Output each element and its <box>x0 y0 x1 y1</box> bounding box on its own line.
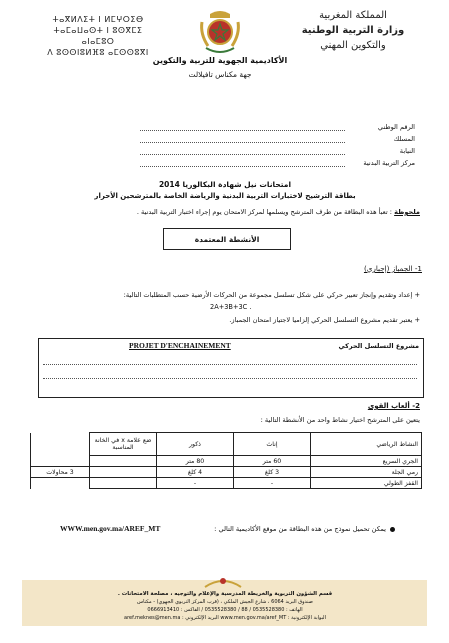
header-arabic-block <box>268 8 438 53</box>
header-activity: النشاط الرياضي <box>311 433 422 456</box>
download-url[interactable]: WWW.men.gov.ma/AREF_MT <box>60 524 161 533</box>
note-text: : تعبأ هذه البطاقة من طرف المترشح ويسلمها لمركز الامتحان يوم إجراء اختبار التربية البدنية . <box>136 208 393 216</box>
section-1-title: 1- الجمباز (إجباري) <box>363 264 422 273</box>
coat-of-arms-icon <box>196 8 244 56</box>
project-title-fr: PROJET D'ENCHAINEMENT <box>129 341 231 350</box>
arabic-line-1: المملكة المغربية <box>319 10 387 21</box>
cell-female: 3 كلغ <box>234 467 311 478</box>
bullet-icon <box>390 527 395 532</box>
section-2-intro: يتعين على المترشح اختيار نشاط واحد من الأنشطة التالية : <box>260 416 420 424</box>
cell-mark[interactable] <box>90 478 157 489</box>
table-row <box>31 478 422 489</box>
tifinagh-line-2: ⵜⴰⵎⴰⵡⴰⵙⵜ ⵏ ⵓⵙⴳⵎⵉ ⴰⵏⴰⵎⵓⵔ <box>53 26 143 46</box>
cell-activity: القفز الطولي <box>311 478 422 489</box>
cell-male: 4 كلغ <box>157 467 234 478</box>
cell-activity: الجري السريع <box>311 456 422 467</box>
field-pe-center[interactable] <box>140 157 415 169</box>
cell-female: - <box>234 478 311 489</box>
card-title: بطاقة الترشيح لاختبارات التربية البدنية والرياضة الخاصة بالمترشحين الأحرار <box>94 192 356 200</box>
field-directorate[interactable] <box>140 145 415 157</box>
footer-line-2: صندوق البريد 6064 ، شارع الجيش الملكي ، (قرب المركز التربوي الجهوي) - مكناس <box>137 599 313 605</box>
academy-title: الأكاديمية الجهوية للتربية والتكوين <box>152 56 288 65</box>
section-1-formula: 2A+3B+3C . <box>210 303 252 311</box>
cell-male: - <box>157 478 234 489</box>
field-label: المسلك <box>393 135 415 143</box>
cell-attempts: 3 محاولات <box>31 467 90 478</box>
download-line <box>60 524 400 536</box>
exam-title: امتحانات نيل شهادة البكالوريا 2014 <box>158 180 292 189</box>
project-line-2[interactable] <box>43 377 417 379</box>
note <box>40 208 420 216</box>
cell-extra <box>31 456 90 467</box>
field-line[interactable] <box>140 136 345 143</box>
field-label: النيابة <box>399 147 415 155</box>
cell-activity: رمي الجلة <box>311 467 422 478</box>
section-2-title: 2- ألعاب القوى <box>367 402 420 410</box>
field-line[interactable] <box>140 124 345 131</box>
download-text: يمكن تحميل نموذج من هذه البطاقة من موقع الأكاديمية التالي : <box>214 525 386 533</box>
tifinagh-line-1: ⵜⴰⴳⵍⴷⵉⵜ ⵏ ⵍⵎⵖⵔⵉⴱ <box>52 15 144 24</box>
project-title-ar: مشروع التسلسل الحركي <box>338 342 419 350</box>
project-line-1[interactable] <box>43 363 417 365</box>
field-label: مركز التربية البدنية <box>363 159 415 167</box>
footer-line-3: الهاتف : 0535528380 / 88 / 0535528380 / الفاكس : 0666913410 <box>147 607 303 613</box>
activities-box-label: الأنشطة المعتمدة <box>194 234 260 244</box>
footer-line-1: قسم الشؤون التربوية والخريطة المدرسية والإعلام والتوجيه ، مصلحة الامتحانات . <box>117 591 333 597</box>
header-male: ذكور <box>157 433 234 456</box>
arabic-line-3: والتكوين المهني <box>320 40 386 51</box>
header-female: إناث <box>234 433 311 456</box>
table-row <box>31 467 422 478</box>
field-national-number[interactable] <box>140 121 415 133</box>
header-extra <box>31 433 90 456</box>
section-1-bullet-1: + إعداد وتقديم وإنجاز تعبير حركي على شكل تسلسل مجموعة من الحركات الأرضية حسب المتطلبات التالية: <box>123 291 420 299</box>
tifinagh-line-3: ⴷ ⵓⵙⵙⵏⵓⵍⴼⵓ ⴰⵎⵙⵙⵓⴳⵏ <box>47 48 149 57</box>
cell-mark[interactable] <box>90 467 157 478</box>
field-line[interactable] <box>140 160 345 167</box>
note-label: ملحوظة <box>394 208 420 216</box>
athletics-table <box>30 432 422 489</box>
cell-mark[interactable] <box>90 456 157 467</box>
field-label: الرقم الوطني <box>377 123 415 131</box>
header-tifinagh-block <box>38 14 158 58</box>
section-1-bullet-2: + يعتبر تقديم مشروع التسلسل الحركي إلزاميا لاجتياز امتحان الجمباز. <box>229 316 420 324</box>
arabic-line-2: وزارة التربية الوطنية <box>301 25 405 36</box>
project-box <box>38 338 424 398</box>
header-mark: ضع علامة x في الخانة المناسبة <box>90 433 157 456</box>
cell-female: 60 متر <box>234 456 311 467</box>
footer-text <box>30 590 420 622</box>
table-header-row <box>31 433 422 456</box>
field-line[interactable] <box>140 148 345 155</box>
cell-extra <box>31 478 90 489</box>
field-track[interactable] <box>140 133 415 145</box>
form-fields <box>140 121 415 169</box>
footer-line-4: البوابة الإلكترونية : www.men.gov.ma/aref_MT البريد الإلكتروني : aref.meknes@men.ma <box>124 615 326 621</box>
table-row <box>31 456 422 467</box>
region-title: جهة مكناس تافيلالت <box>188 70 252 79</box>
footer-logo-icon <box>203 574 243 588</box>
cell-male: 80 متر <box>157 456 234 467</box>
activities-box <box>163 228 291 250</box>
